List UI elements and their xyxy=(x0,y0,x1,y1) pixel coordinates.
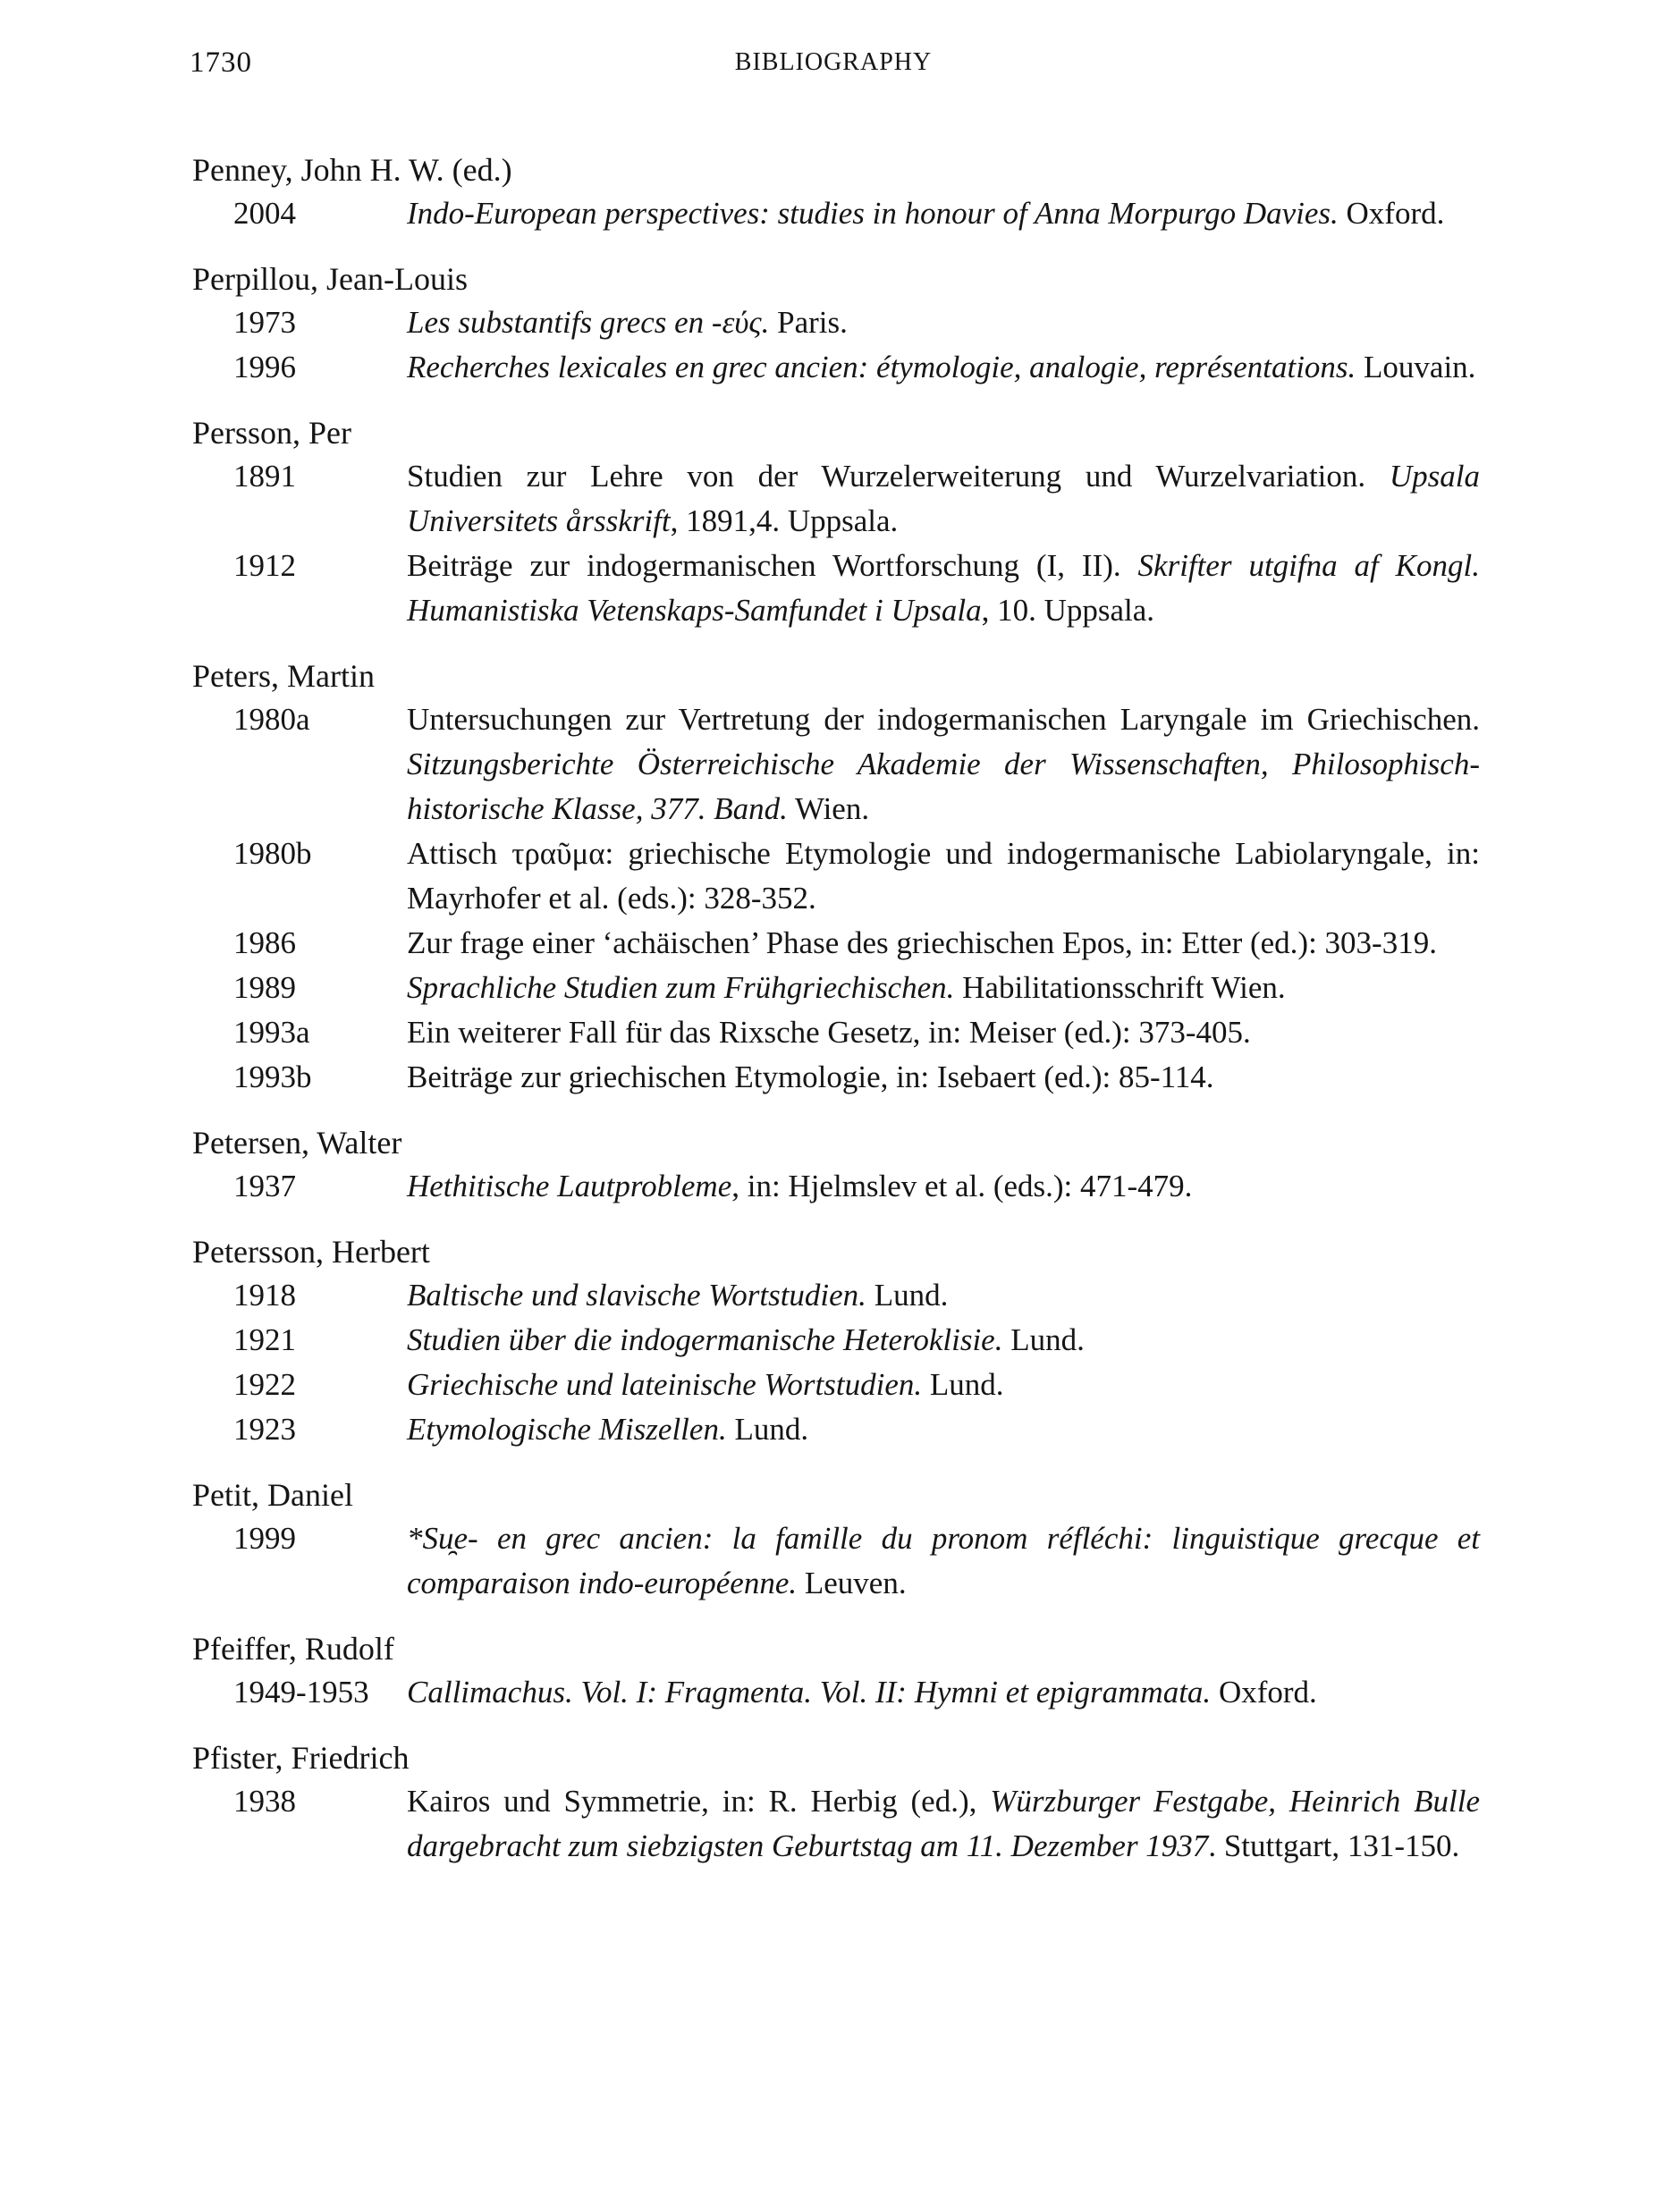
entry-title-italic: Sitzungsberichte Österreichische Akademie der Wissenschaften, Philosophisch-historische Klasse, 377. Band. xyxy=(407,747,1480,826)
author-name: Petersson, Herbert xyxy=(192,1234,430,1270)
entry-text xyxy=(407,544,1480,633)
bib-entry xyxy=(192,544,1480,633)
author-block xyxy=(192,1230,1480,1452)
entry-title-italic: Indo-European perspectives: studies in honour of Anna Morpurgo Davies. xyxy=(407,196,1339,231)
entry-text-segment: Lund. xyxy=(726,1412,809,1447)
entry-title-italic: Baltische und slavische Wortstudien. xyxy=(407,1278,866,1313)
bib-entry xyxy=(192,966,1480,1010)
author-name: Pfister, Friedrich xyxy=(192,1740,410,1776)
author-name: Petersen, Walter xyxy=(192,1125,402,1161)
author-block xyxy=(192,1473,1480,1606)
entry-year: 1937 xyxy=(233,1169,296,1203)
bib-entry xyxy=(192,454,1480,544)
entry-text xyxy=(407,191,1480,236)
entry-text-segment: Lund. xyxy=(866,1278,949,1313)
running-head xyxy=(190,46,1477,88)
entry-year: 1993b xyxy=(233,1060,312,1094)
bib-entry xyxy=(192,1273,1480,1318)
entry-text-segment: Beiträge zur indogermanischen Wortforschung (I, II). xyxy=(407,548,1138,583)
entry-text-segment: Zur frage einer ‘achäischen’ Phase des griechischen Epos, in: Etter (ed.): 303-319. xyxy=(407,925,1437,960)
entry-text xyxy=(407,345,1480,390)
entry-title-italic: Griechische und lateinische Wortstudien. xyxy=(407,1367,923,1402)
entry-text-segment: Studien zur Lehre von der Wurzelerweiterung und Wurzelvariation. xyxy=(407,459,1390,494)
entry-year: 1986 xyxy=(233,925,296,960)
bib-entry xyxy=(192,1516,1480,1606)
bib-entry xyxy=(192,921,1480,966)
bib-entry xyxy=(192,1318,1480,1363)
entry-year: 1973 xyxy=(233,305,296,340)
entry-text-segment: Kairos und Symmetrie, in: R. Herbig (ed.), xyxy=(407,1784,991,1819)
bib-entry xyxy=(192,1164,1480,1209)
entry-title-italic: *Su̯e- en grec ancien: la famille du pronom réfléchi: linguistique grecque et comparaison indo-européenne. xyxy=(407,1521,1480,1600)
bib-entry xyxy=(192,1055,1480,1100)
entry-text-segment: Oxford. xyxy=(1338,196,1445,231)
author-block xyxy=(192,1121,1480,1209)
entry-text-segment: , 1891,4. Uppsala. xyxy=(670,503,899,538)
entry-text-segment: Lund. xyxy=(922,1367,1004,1402)
entry-year: 1938 xyxy=(233,1784,296,1819)
author-name: Perpillou, Jean-Louis xyxy=(192,261,468,297)
entry-text-segment: Beiträge zur griechischen Etymologie, in: Isebaert (ed.): 85-114. xyxy=(407,1060,1214,1094)
entry-title-italic: Etymologische Miszellen. xyxy=(407,1412,727,1447)
entry-text-segment: Wien. xyxy=(787,791,870,826)
entry-year: 1891 xyxy=(233,459,296,494)
bib-entry xyxy=(192,1407,1480,1452)
entry-text xyxy=(407,300,1480,345)
running-title: BIBLIOGRAPHY xyxy=(734,48,933,76)
entry-text xyxy=(407,921,1480,966)
entry-title-italic: Les substantifs grecs en -εύς. xyxy=(407,305,770,340)
author-name: Persson, Per xyxy=(192,415,351,451)
entry-text-segment: Attisch τραῦμα: griechische Etymologie und indogermanische Labiolaryngale, in: Mayrhofer et al. (eds.): 328-352. xyxy=(407,836,1480,916)
bib-entry xyxy=(192,1670,1480,1715)
entry-text-segment: . Stuttgart, 131-150. xyxy=(1208,1828,1460,1863)
entry-year: 2004 xyxy=(233,196,296,231)
entry-text-segment: , in: Hjelmslev et al. (eds.): 471-479. xyxy=(731,1169,1193,1203)
entry-text-segment: , 10. Uppsala. xyxy=(981,593,1155,628)
entry-text xyxy=(407,832,1480,921)
author-name: Petit, Daniel xyxy=(192,1477,353,1513)
author-name: Pfeiffer, Rudolf xyxy=(192,1631,394,1667)
entry-text-segment: Habilitationsschrift Wien. xyxy=(954,970,1286,1005)
bib-entry xyxy=(192,697,1480,832)
entry-text xyxy=(407,1363,1480,1407)
entry-text xyxy=(407,1273,1480,1318)
entry-text xyxy=(407,1318,1480,1363)
entry-text-segment: Oxford. xyxy=(1211,1675,1317,1710)
author-block xyxy=(192,148,1480,236)
entry-year: 1923 xyxy=(233,1412,296,1447)
entry-year: 1918 xyxy=(233,1278,296,1313)
author-block xyxy=(192,654,1480,1100)
entry-year: 1921 xyxy=(233,1322,296,1357)
entry-text xyxy=(407,1055,1480,1100)
entry-year: 1999 xyxy=(233,1521,296,1556)
bib-entry xyxy=(192,832,1480,921)
entry-text xyxy=(407,1779,1480,1869)
author-block xyxy=(192,411,1480,633)
bib-entry xyxy=(192,1010,1480,1055)
author-block xyxy=(192,1736,1480,1869)
page-number: 1730 xyxy=(190,46,252,79)
entry-title-italic: Würzburger Festgabe, Heinrich Bulle dargebracht zum siebzigsten Geburtstag am 11. Dezember 1937 xyxy=(407,1784,1480,1863)
entry-text-segment: Louvain. xyxy=(1356,350,1476,384)
bib-entry xyxy=(192,345,1480,390)
entry-title-italic: Callimachus. Vol. I: Fragmenta. Vol. II: Hymni et epigrammata. xyxy=(407,1675,1212,1710)
bibliography-list xyxy=(192,148,1480,1890)
entry-title-italic: Upsala Universitets årsskrift xyxy=(407,459,1480,538)
entry-year: 1996 xyxy=(233,350,296,384)
entry-year: 1980a xyxy=(233,702,310,737)
entry-text xyxy=(407,697,1480,832)
author-name: Peters, Martin xyxy=(192,658,375,694)
entry-year: 1949-1953 xyxy=(233,1675,369,1710)
entry-title-italic: Hethitische Lautprobleme xyxy=(407,1169,732,1203)
entry-title-italic: Recherches lexicales en grec ancien: étymologie, analogie, représentations. xyxy=(407,350,1356,384)
entry-year: 1980b xyxy=(233,836,312,871)
author-name: Penney, John H. W. (ed.) xyxy=(192,152,512,188)
author-block xyxy=(192,258,1480,390)
bib-entry xyxy=(192,1363,1480,1407)
entry-title-italic: Skrifter utgifna af Kongl. Humanistiska Vetenskaps-Samfundet i Upsala xyxy=(407,548,1480,628)
entry-text xyxy=(407,1516,1480,1606)
entry-year: 1993a xyxy=(233,1015,310,1050)
entry-text xyxy=(407,1407,1480,1452)
entry-text xyxy=(407,1010,1480,1055)
entry-title-italic: Studien über die indogermanische Heteroklisie. xyxy=(407,1322,1003,1357)
entry-text xyxy=(407,454,1480,544)
entry-text-segment: Lund. xyxy=(1002,1322,1085,1357)
bib-entry xyxy=(192,300,1480,345)
bib-entry xyxy=(192,191,1480,236)
entry-text-segment: Untersuchungen zur Vertretung der indogermanischen Laryngale im Griechischen. xyxy=(407,702,1480,737)
entry-title-italic: Sprachliche Studien zum Frühgriechischen. xyxy=(407,970,955,1005)
entry-text-segment: Ein weiterer Fall für das Rixsche Gesetz, in: Meiser (ed.): 373-405. xyxy=(407,1015,1251,1050)
entry-year: 1989 xyxy=(233,970,296,1005)
entry-text xyxy=(407,1670,1480,1715)
bib-entry xyxy=(192,1779,1480,1869)
entry-text xyxy=(407,966,1480,1010)
author-block xyxy=(192,1627,1480,1715)
entry-text-segment: Paris. xyxy=(769,305,848,340)
entry-text xyxy=(407,1164,1480,1209)
entry-year: 1922 xyxy=(233,1367,296,1402)
entry-year: 1912 xyxy=(233,548,296,583)
entry-text-segment: Leuven. xyxy=(797,1566,907,1600)
